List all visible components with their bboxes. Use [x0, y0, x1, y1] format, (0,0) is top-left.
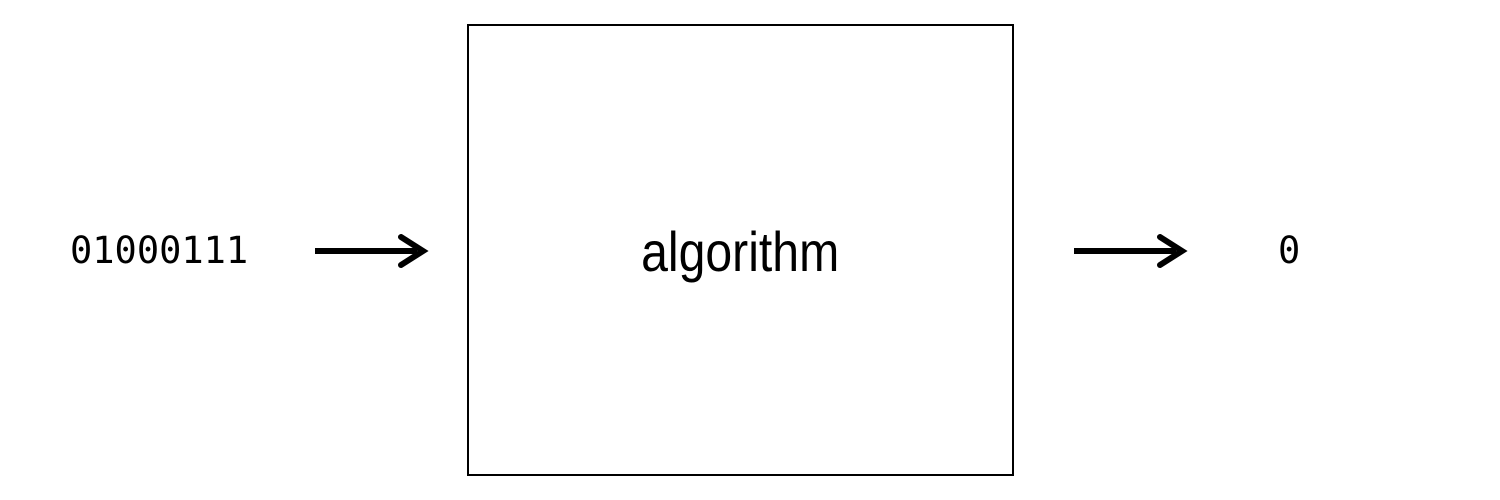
- output-arrow-icon: [1072, 234, 1188, 268]
- input-arrow-icon: [313, 234, 429, 268]
- output-bit: 0: [1278, 229, 1301, 272]
- algorithm-box: [467, 24, 1014, 476]
- input-binary-string: 01000111: [70, 229, 249, 272]
- algorithm-label: algorithm: [641, 219, 840, 283]
